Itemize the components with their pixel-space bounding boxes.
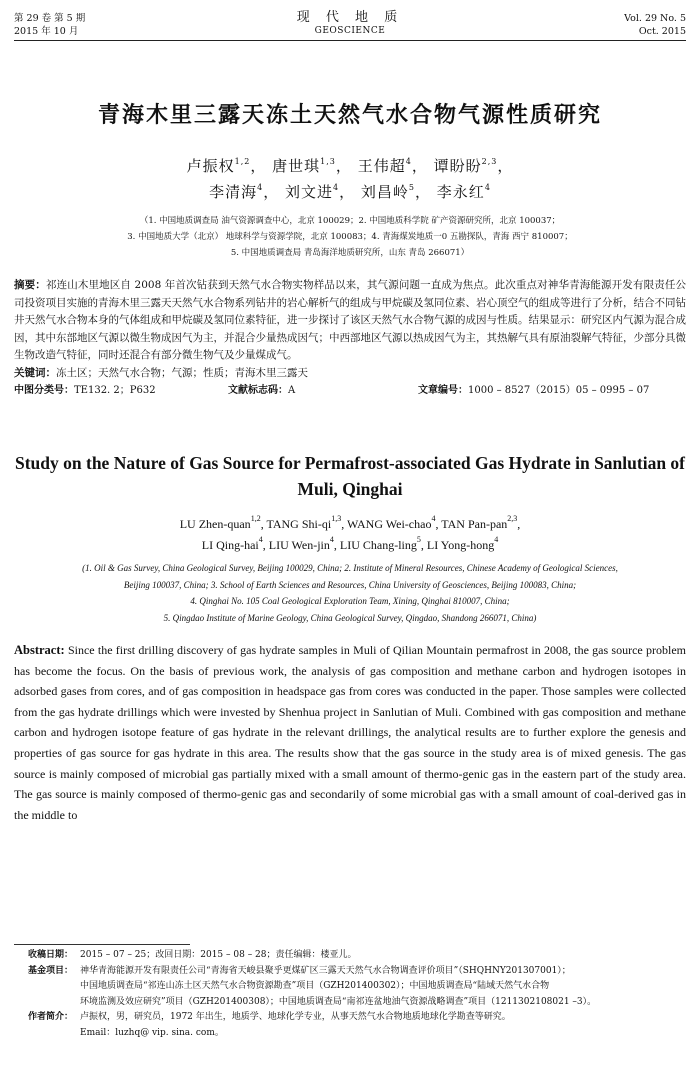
journal-name <box>14 10 686 38</box>
running-header <box>14 0 686 40</box>
affiliation-en-line: (1. Oil & Gas Survey, China Geological Survey, Beijing 100029, China; 2. Institute of Mineral Resources, Chinese Academy of Geological Sciences, <box>82 563 618 573</box>
footnotes <box>28 948 672 1041</box>
date-cn: 2015 年 10 月 <box>14 26 79 37</box>
footnote-funding-text <box>80 964 672 1011</box>
funding-line: 环境监测及效应研究”项目（GZH201400308）；中国地质调查局“南祁连盆地油气资源战略调查”项目（1211302108021 –3）。 <box>80 996 597 1007</box>
author-en: LIU Wen-jin$^4$, <box>268 535 340 552</box>
author-en: LIU Chang-ling$^5$, <box>339 535 427 552</box>
author-cn: 谭盼盼$^{2,3}$， <box>433 157 514 175</box>
authors-cn-line-1 <box>14 153 686 179</box>
journal-name-cn: 现 代 地 质 <box>296 10 404 25</box>
affiliation-cn-line: （1. 中国地质调查局 油气资源调查中心，北京 100029；2. 中国地质科学院 矿产资源研究所，北京 100037； <box>139 216 561 226</box>
funding-line: 神华青海能源开发有限责任公司“青海省天峻县聚乎更煤矿区三露天天然气水合物调查评价项目”（SHQHNY201307001）； <box>80 965 571 976</box>
title-en: Study on the Nature of Gas Source for Permafrost-associated Gas Hydrate in Sanlutian of Muli, Qinghai <box>14 453 686 499</box>
authors-en-line-1 <box>14 514 686 535</box>
affiliation-en-line: 4. Qinghai No. 105 Coal Geological Exploration Team, Xining, Qinghai 810007, China; <box>190 596 510 606</box>
affiliation-cn-line: 5. 中国地质调查局 青岛海洋地质研究所，山东 青岛 266071） <box>230 248 470 258</box>
footnote-received-text: 2015 – 07 – 25；改回日期：2015 – 08 – 28；责任编辑：楼亚儿。 <box>80 950 357 960</box>
header-volume-en <box>624 12 686 38</box>
authors-en-line-2 <box>14 535 686 556</box>
abstract-cn <box>14 277 686 365</box>
footnote-author <box>28 1010 672 1041</box>
footnote-rule <box>14 944 190 945</box>
abstract-en-text: Since the first drilling discovery of gas hydrate samples in Muli of Qilian Mountain permafrost in 2008, the gas source problem has become the focus. On the basis of previous work, the analysis of gas composition and methane carbon and hydrogen isotopes in adsorbed gases from cores, and of gas composition in headspace gas from cores was conducted in the paper. Those samples were collected from the gas hydrate drillings which were invested by Shenhua project in Sanlutian of Muli. Combined with gas composition and methane carbon and hydrogen isotope feature of gas hydrate in the relevant drillings, the analytical results are to further explore the genesis and properties of gas source for gas hydrate in this area. The results show that the gas source in the study area is of mixed genesis. The gas source is mainly composed of microbial gas partially mixed with a small amount of thermo-genic gas in the eastern part of the study area. The gas source is mainly composed of thermo-genic gas and secondarily of some microbial gas with a small amount of coal-derived gas in the middle to <box>14 643 687 822</box>
author-cn: 王伟超$^4$， <box>357 157 428 175</box>
affiliation-cn-line: 3. 中国地质大学（北京） 地球科学与资源学院，北京 100083；4. 青海煤炭地质一0 五勘探队，青海 西宁 810007； <box>127 232 573 242</box>
document-code: 文献标志码：A <box>228 385 296 396</box>
author-en: LI Yong-hong$^4$ <box>426 535 499 552</box>
abstract-en-label: Abstract: <box>14 643 65 657</box>
authors-cn-line-2 <box>14 179 686 205</box>
article-number: 文章编号：1000 – 8527（2015）05 – 0995 – 07 <box>418 385 650 396</box>
journal-name-en: GEOSCIENCE <box>314 26 386 36</box>
funding-line: 中国地质调查局“祁连山冻土区天然气水合物资源勘查”项目（GZH201400302）；中国地质调查局“陆域天然气水合物 <box>80 981 550 991</box>
author-en: WANG Wei-chao$^4$, <box>347 514 442 531</box>
author-bio-line: 卢振权，男，研究员，1972 年出生，地质学、地球化学专业，从事天然气水合物地质地球化学勘查等研究。 <box>80 1012 511 1022</box>
author-en: TANG Shi-qi$^{1,3}$, <box>266 514 347 531</box>
footnote-funding-label: 基金项目： <box>28 965 74 976</box>
affiliations-cn <box>14 213 686 261</box>
abstract-en <box>14 640 686 825</box>
keywords-cn-label: 关键词： <box>14 366 56 379</box>
classification-line <box>14 382 686 400</box>
authors-cn <box>14 153 686 205</box>
volume-issue-en: Vol. 29 No. 5 <box>624 13 686 24</box>
abstract-cn-text: 祁连山木里地区自 2008 年首次钻获到天然气水合物实物样品以来，其气源问题一直成为焦点。此次重点对神华青海能源开发有限责任公司投资项目实施的青海木里三露天天然气水合物系列钻井的岩心解析气的组成与甲烷碳及氢同位素、岩心顶空气的组成等进行了分析，结合不同钻井天然气水合物本身的气体组成和甲烷碳及氢同位素特征，进一步探讨了该区天然气水合物气源的成因与性质。结果显示：研究区内气源为混合成因，其中东部地区气源以微生物成因气为主，并混合少量热成因气；中西部地区气源以热成因气为主，其热解气具有原油裂解气特征，少部分具微生物改造气特征，同时还混合有部分微生物气及少量煤成气。 <box>14 279 687 361</box>
footnote-received-label: 收稿日期： <box>28 950 74 960</box>
author-cn: 李永红$^4$ <box>436 183 491 201</box>
keywords-cn <box>14 365 686 383</box>
volume-issue-cn: 第 29 卷 第 5 期 <box>14 13 86 24</box>
authors-en <box>14 514 686 556</box>
header-rule <box>14 40 686 41</box>
footnote-received <box>28 948 672 964</box>
affiliations-en <box>14 560 686 626</box>
author-cn: 李清海$^4$， <box>209 183 280 201</box>
author-en: LI Qing-hai$^4$, <box>201 535 269 552</box>
author-en: LU Zhen-quan$^{1,2}$, <box>179 514 267 531</box>
keywords-cn-text: 冻土区；天然气水合物；气源；性质；青海木里三露天 <box>56 366 308 379</box>
affiliation-en-line: 5. Qingdao Institute of Marine Geology, China Geological Survey, Qingdao, Shandong 266071, China) <box>163 612 537 623</box>
author-cn: 刘昌岭$^5$， <box>360 183 432 201</box>
author-en: TAN Pan-pan$^{2,3}$, <box>441 514 521 531</box>
author-cn: 卢振权$^{1,2}$， <box>186 157 267 175</box>
affiliation-en-line: Beijing 100037, China; 3. School of Earth Sciences and Resources, China University of Geosciences, Beijing 100083, China; <box>123 579 577 590</box>
abstract-cn-label: 摘要： <box>14 279 46 291</box>
article-page <box>14 0 686 1075</box>
author-cn: 唐世琪$^{1,3}$， <box>272 157 352 175</box>
title-cn: 青海木里三露天冻土天然气水合物气源性质研究 <box>97 103 602 128</box>
date-en: Oct. 2015 <box>638 26 686 37</box>
clc-number: 中图分类号：TE132. 2；P632 <box>14 385 156 396</box>
footnote-author-label: 作者简介： <box>28 1012 74 1022</box>
footnote-funding <box>28 964 672 1011</box>
author-email: Email：luzhq@ vip. sina. com。 <box>80 1027 224 1038</box>
footnote-author-text <box>80 1010 672 1041</box>
author-cn: 刘文进$^4$， <box>284 183 356 201</box>
